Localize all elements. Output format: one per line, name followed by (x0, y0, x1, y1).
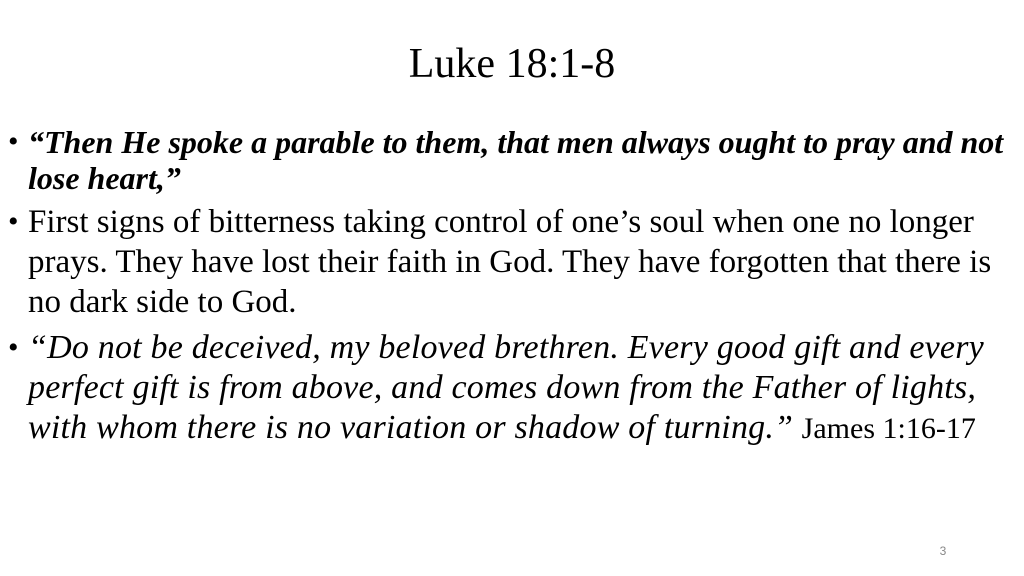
bullet-text (28, 124, 1020, 196)
scripture-reference: James 1:16-17 (801, 412, 976, 445)
bullet-marker: • (8, 125, 19, 158)
bullet-item (8, 202, 1020, 322)
page-number: 3 (939, 544, 947, 558)
bullet-marker: • (8, 331, 19, 364)
bullet-text: First signs of bitterness taking control of one’s soul when one no longer prays. They have lost their faith in God. They have forgotten that there is no dark side to God. (28, 204, 992, 320)
scripture-quote: “Then He spoke a parable to them, that men always ought to pray and not lose heart,” (28, 124, 1004, 196)
bullet-text (28, 328, 1020, 449)
slide-title: Luke 18:1-8 (408, 41, 616, 87)
scripture-quote: “Do not be deceived, my beloved brethren. Every good gift and every perfect gift is from above, and comes down from the Father of lights, with whom there is no variation or shadow of turning.” (28, 329, 984, 446)
bullet-marker: • (8, 205, 19, 238)
bullet-list (8, 124, 1020, 455)
bullet-item (8, 328, 1020, 449)
bullet-item (8, 124, 1020, 196)
